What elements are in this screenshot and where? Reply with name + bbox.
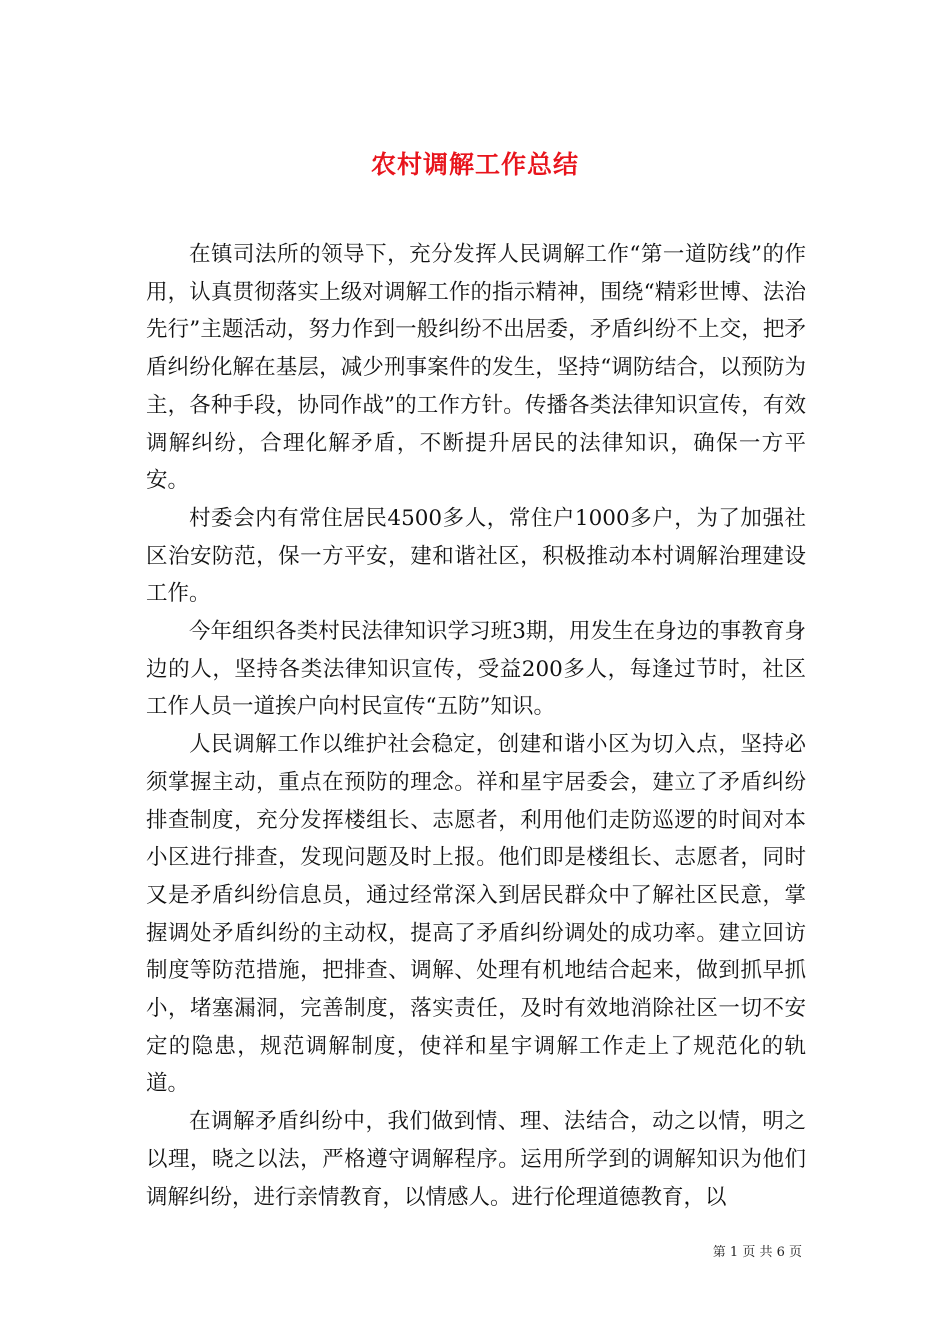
paragraph-5: 在调解矛盾纠纷中，我们做到情、理、法结合，动之以情，明之以理，晓之以法，严格遵守调解程序。运用所学到的调解知识为他们调解纠纷，进行亲情教育，以情感人。进行伦理道德教育，以 [146,1109,806,1210]
document-body [146,236,806,1216]
paragraph-4: 人民调解工作以维护社会稳定，创建和谐小区为切入点，坚持必须掌握主动，重点在预防的理念。祥和星宇居委会，建立了矛盾纠纷排查制度，充分发挥楼组长、志愿者，利用他们走防巡逻的时间对本小区进行排查，发现问题及时上报。他们即是楼组长、志愿者，同时又是矛盾纠纷信息员，通过经常深入到居民群众中了解社区民意，掌握调处矛盾纠纷的主动权，提高了矛盾纠纷调处的成功率。建立回访制度等防范措施，把排查、调解、处理有机地结合起来，做到抓早抓小，堵塞漏洞，完善制度，落实责任，及时有效地消除社区一切不安定的隐患，规范调解制度，使祥和星宇调解工作走上了规范化的轨道。 [146,732,806,1097]
paragraph-3: 今年组织各类村民法律知识学习班3期，用发生在身边的事教育身边的人，坚持各类法律知识宣传，受益200多人，每逢过节时，社区工作人员一道挨户向村民宣传“五防”知识。 [146,619,806,720]
paragraph-1: 在镇司法所的领导下，充分发挥人民调解工作“第一道防线”的作用，认真贯彻落实上级对调解工作的指示精神，围绕“精彩世博、法治先行”主题活动，努力作到一般纠纷不出居委，矛盾纠纷不上交，把矛盾纠纷化解在基层，减少刑事案件的发生，坚持“调防结合，以预防为主，各种手段，协同作战”的工作方针。传播各类法律知识宣传，有效调解纠纷，合理化解矛盾，不断提升居民的法律知识，确保一方平安。 [146,242,806,494]
paragraph-2: 村委会内有常住居民4500多人，常住户1000多户，为了加强社区治安防范，保一方平安，建和谐社区，积极推动本村调解治理建设工作。 [146,505,806,607]
page-number: 第 1 页 共 6 页 [712,1245,802,1260]
document-title: 农村调解工作总结 [370,149,579,179]
